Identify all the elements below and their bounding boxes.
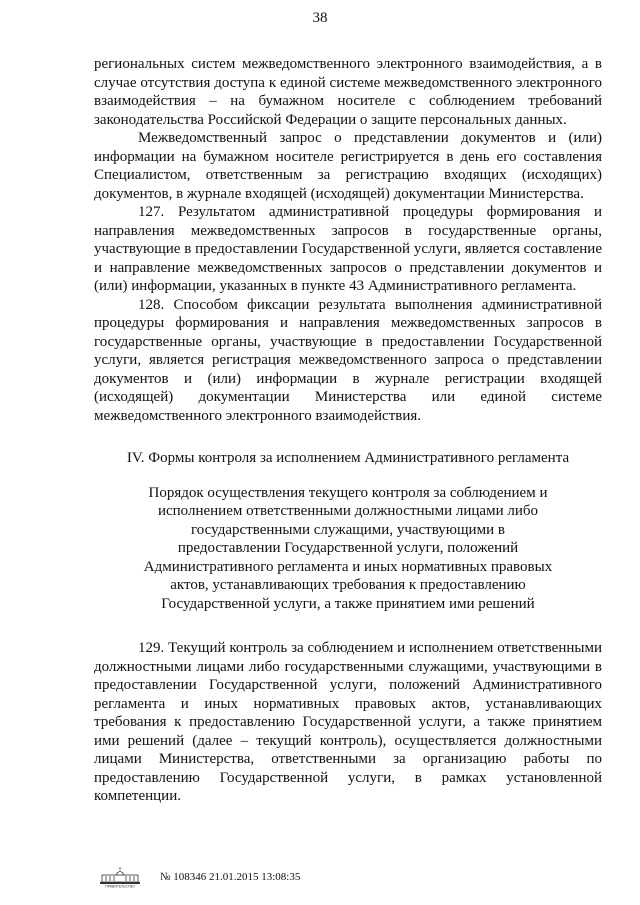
sub-heading: Порядок осуществления текущего контроля за соблюдением и исполнением ответственными должностными лицами либо государственными служащими, участвующими в предоставлении Государственной услуги, положений Административного регламента и иных нормативных правовых актов, устанавливающих требования к предоставлению Государственной услуги, а также принятием ими решений bbox=[143, 484, 553, 612]
document-body bbox=[94, 55, 602, 806]
section-heading: IV. Формы контроля за исполнением Административного регламента bbox=[126, 450, 570, 466]
footer-stamp bbox=[90, 866, 450, 890]
registration-stamp: № 108346 21.01.2015 13:08:35 bbox=[160, 871, 301, 883]
government-building-icon bbox=[90, 866, 150, 888]
paragraph-continuation: региональных систем межведомственного электронного взаимодействия, а в случае отсутствия доступа к единой системе межведомственного электронного взаимодействия – на бумажном носителе с соблюдением требований законодательства Российской Федерации о защите персональных данных. bbox=[94, 56, 602, 128]
paragraph-128: 128. Способом фиксации результата выполнения административной процедуры формирования и направления межведомственных запросов в государственные органы, участвующие в предоставлении Государственной услуги, является регистрация межведомственного запроса о представлении документов и (или) информации в журнале регистрации входящей (исходящей) документации Министерства или единой системе межведомственного электронного взаимодействия. bbox=[94, 296, 602, 424]
page-number: 38 bbox=[312, 10, 328, 26]
logo-caption: ПРАВИТЕЛЬСТВО bbox=[105, 884, 135, 888]
paragraph-129: 129. Текущий контроль за соблюдением и исполнением ответственными должностными лицами либо государственными служащими, участвующими в предоставлении Государственной услуги, положений Административного регламента и иных нормативных правовых актов, устанавливающих требования к предоставлению Государственной услуги, а также принятием ими решений (далее – текущий контроль), осуществляется должностными лицами Министерства, ответственными за организацию работы по предоставлению Государственной услуги, в рамках установленной компетенции. bbox=[94, 640, 602, 804]
paragraph-127: 127. Результатом административной процедуры формирования и направления межведомственных запросов в государственные органы, участвующие в предоставлении Государственной услуги, является составление и направление межведомственных запросов о представлении документов и (или) информации, указанных в пункте 43 Административного регламента. bbox=[94, 204, 602, 294]
paragraph-interagency-request: Межведомственный запрос о представлении документов и (или) информации на бумажном носителе регистрируется в день его составления Специалистом, ответственным за регистрацию входящих (исходящих) документов, в журнале входящей (исходящей) документации Министерства. bbox=[94, 130, 602, 202]
